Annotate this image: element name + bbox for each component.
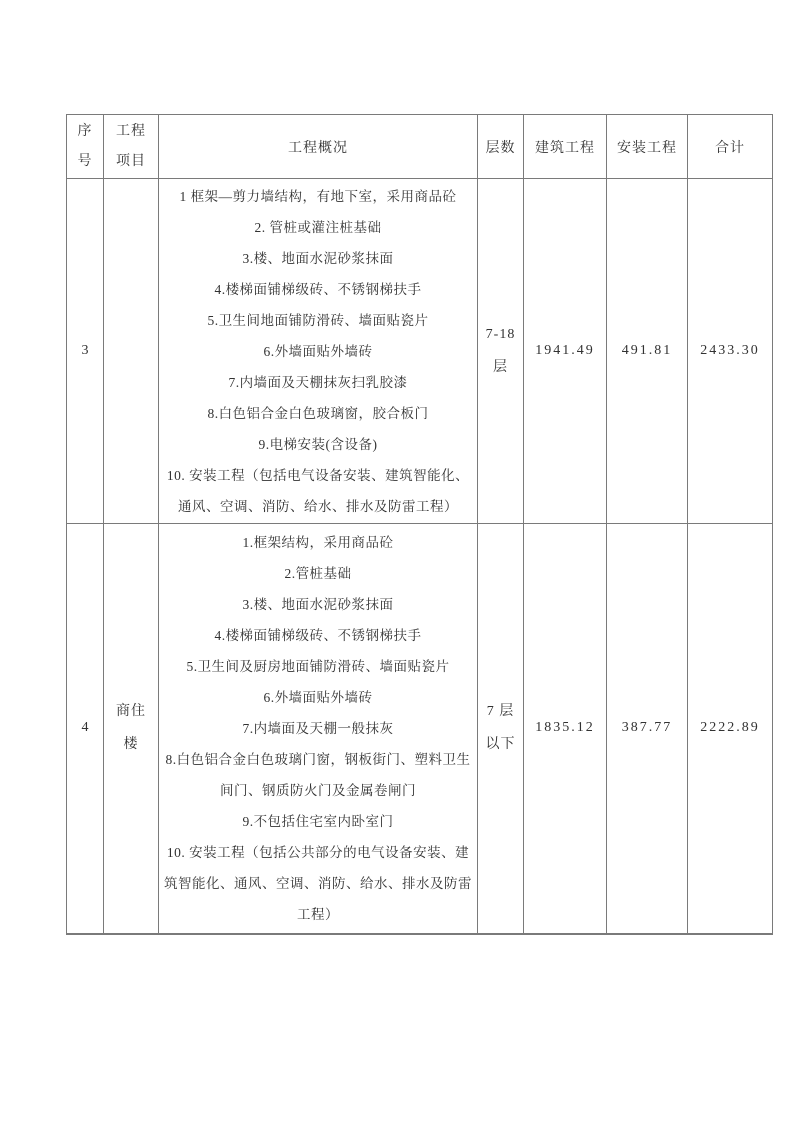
overview-line: 6.外墙面贴外墙砖 (263, 343, 373, 359)
table-header-row (67, 115, 773, 179)
overview-line: 间门、钢质防火门及金属卷闸门 (220, 782, 416, 798)
overview-line: 8.白色铝合金白色玻璃窗，胶合板门 (207, 405, 429, 421)
overview-line: 10. 安装工程（包括电气设备安装、建筑智能化、 (166, 467, 470, 483)
header-installation: 安装工程 (607, 115, 688, 179)
row4-construction-value: 1835.12 (524, 524, 607, 934)
overview-line: 9.不包括住宅室内卧室门 (242, 813, 394, 829)
row4-total-value: 2222.89 (688, 524, 773, 934)
row4-project-line1: 商住 (116, 704, 146, 720)
overview-line: 8.白色铝合金白色玻璃门窗，钢板街门、塑料卫生 (165, 751, 471, 767)
overview-line: 4.楼梯面铺梯级砖、不锈钢梯扶手 (214, 281, 422, 297)
row4-project-line2: 楼 (123, 737, 139, 753)
overview-line: 4.楼梯面铺梯级砖、不锈钢梯扶手 (214, 627, 422, 643)
overview-line: 筑智能化、通风、空调、消防、给水、排水及防雷 (164, 875, 472, 891)
row3-construction-value: 1941.49 (524, 179, 607, 524)
row3-floors (478, 179, 524, 524)
row4-project (104, 524, 159, 934)
header-construction: 建筑工程 (524, 115, 607, 179)
overview-line: 3.楼、地面水泥砂浆抹面 (242, 596, 394, 612)
row4-installation-value: 387.77 (607, 524, 688, 934)
row4-overview (159, 524, 478, 934)
header-project-line2: 项目 (116, 153, 146, 169)
overview-line: 6.外墙面贴外墙砖 (263, 689, 373, 705)
row4-seq: 4 (67, 524, 104, 934)
overview-line: 10. 安装工程（包括公共部分的电气设备安装、建 (166, 844, 470, 860)
overview-line: 2.管桩基础 (284, 565, 352, 581)
overview-line: 7.内墙面及天棚一般抹灰 (242, 720, 394, 736)
project-summary-table (66, 114, 773, 935)
header-project (104, 115, 159, 179)
header-total: 合计 (688, 115, 773, 179)
header-seq (67, 115, 104, 179)
header-project-line1: 工程 (116, 123, 146, 139)
overview-line: 工程） (297, 906, 339, 922)
overview-line: 3.楼、地面水泥砂浆抹面 (242, 250, 394, 266)
row3-installation-value: 491.81 (607, 179, 688, 524)
overview-line: 2. 管桩或灌注桩基础 (254, 219, 382, 235)
row3-floors-line2: 层 (493, 360, 508, 375)
overview-line: 1.框架结构，采用商品砼 (242, 534, 394, 550)
row3-seq: 3 (67, 179, 104, 524)
overview-line: 7.内墙面及天棚抹灰扫乳胶漆 (228, 374, 408, 390)
header-seq-line1: 序 (77, 123, 93, 139)
overview-line: 5.卫生间地面铺防滑砖、墙面贴瓷片 (207, 312, 429, 328)
header-overview: 工程概况 (159, 115, 478, 179)
overview-line: 5.卫生间及厨房地面铺防滑砖、墙面贴瓷片 (186, 658, 450, 674)
row3-total-value: 2433.30 (688, 179, 773, 524)
overview-line: 1 框架—剪力墙结构，有地下室，采用商品砼 (179, 188, 457, 204)
header-seq-line2: 号 (77, 153, 93, 169)
row3-overview (159, 179, 478, 524)
table-row (67, 179, 773, 524)
overview-line: 9.电梯安装(含设备) (258, 436, 378, 452)
table-row (67, 524, 773, 934)
header-floors: 层数 (478, 115, 524, 179)
row4-floors (478, 524, 524, 934)
overview-line: 通风、空调、消防、给水、排水及防雷工程） (178, 498, 458, 514)
row3-project (104, 179, 159, 524)
row4-floors-line2: 以下 (485, 737, 516, 753)
row4-floors-line1: 7 层 (486, 704, 515, 720)
row3-floors-line1: 7-18 (485, 327, 516, 342)
